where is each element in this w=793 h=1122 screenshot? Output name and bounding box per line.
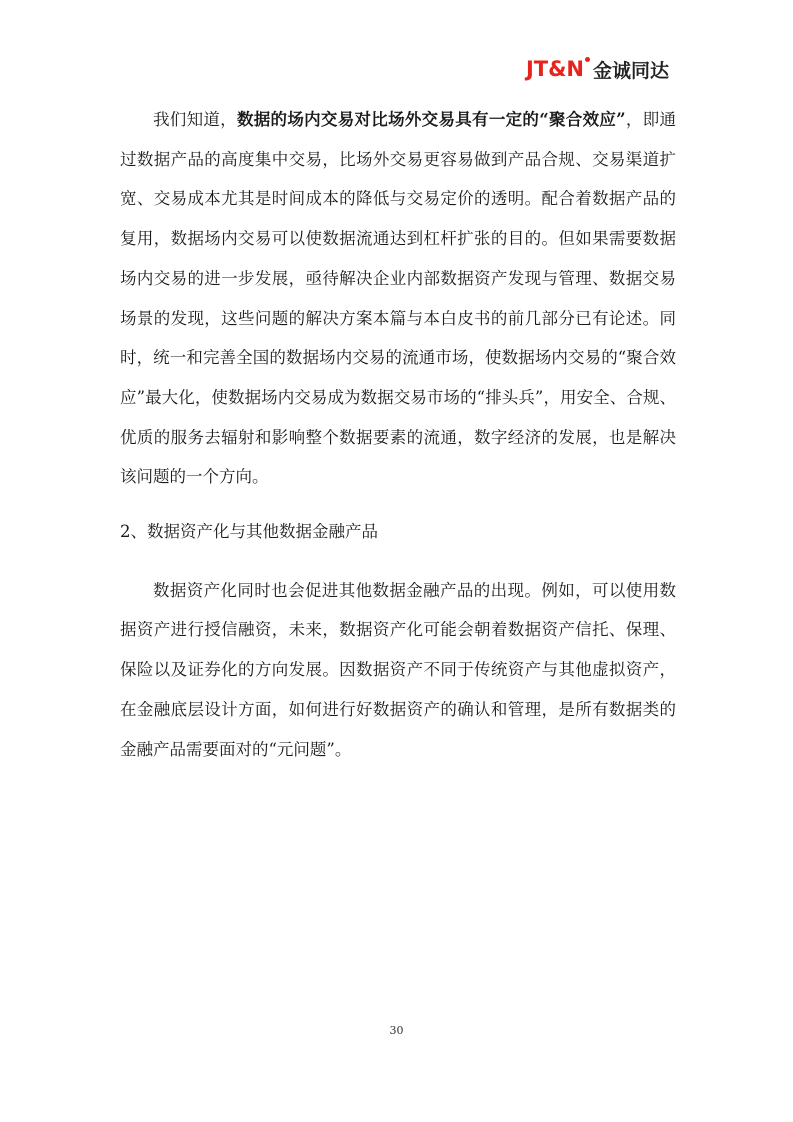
- logo-mark: JT&N: [525, 57, 584, 81]
- logo-dot-icon: [585, 57, 590, 62]
- page-number: 30: [389, 1024, 404, 1037]
- paragraph-rest: ，即通过数据产品的高度集中交易，比场外交易更容易做到产品合规、交易渠道扩宽、交易成本尤其是时间成本的降低与交易定价的透明。配合着数据产品的复用，数据场内交易可以使数据流通达到杠杆扩张的目的。但如果需要数据场内交易的进一步发展，亟待解决企业内部数据资产发现与管理、数据交易场景的发现，这些问题的解决方案本篇与本白皮书的前几部分已有论述。同时，统一和完善全国的数据场内交易的流通市场，使数据场内交易的“聚合效应”最大化，使数据场内交易成为数据交易市场的“排头兵”，用安全、合规、优质的服务去辐射和影响整个数据要素的流通，数字经济的发展，也是解决该问题的一个方向。: [120, 110, 677, 487]
- brand-logo: [526, 56, 669, 82]
- logo-chinese-name: 金诚同达: [592, 59, 669, 82]
- paragraph-data-finance: 数据资产化同时也会促进其他数据金融产品的出现。例如，可以使用数据资产进行授信融资，未来，数据资产化可能会朝着数据资产信托、保理、保险以及证券化的方向发展。因数据资产不同于传统资产与其他虚拟资产，在金融底层设计方面，如何进行好数据资产的确认和管理，是所有数据类的金融产品需要面对的“元问题”。: [120, 580, 676, 759]
- document-body: [120, 100, 676, 769]
- paragraph-lead: 我们知道，: [153, 110, 237, 129]
- paragraph-aggregation-effect: [120, 100, 676, 497]
- paragraph-emphasis: 数据的场内交易对比场外交易具有一定的“聚合效应”: [236, 110, 626, 129]
- section-heading: 2、数据资产化与其他数据金融产品: [120, 522, 378, 542]
